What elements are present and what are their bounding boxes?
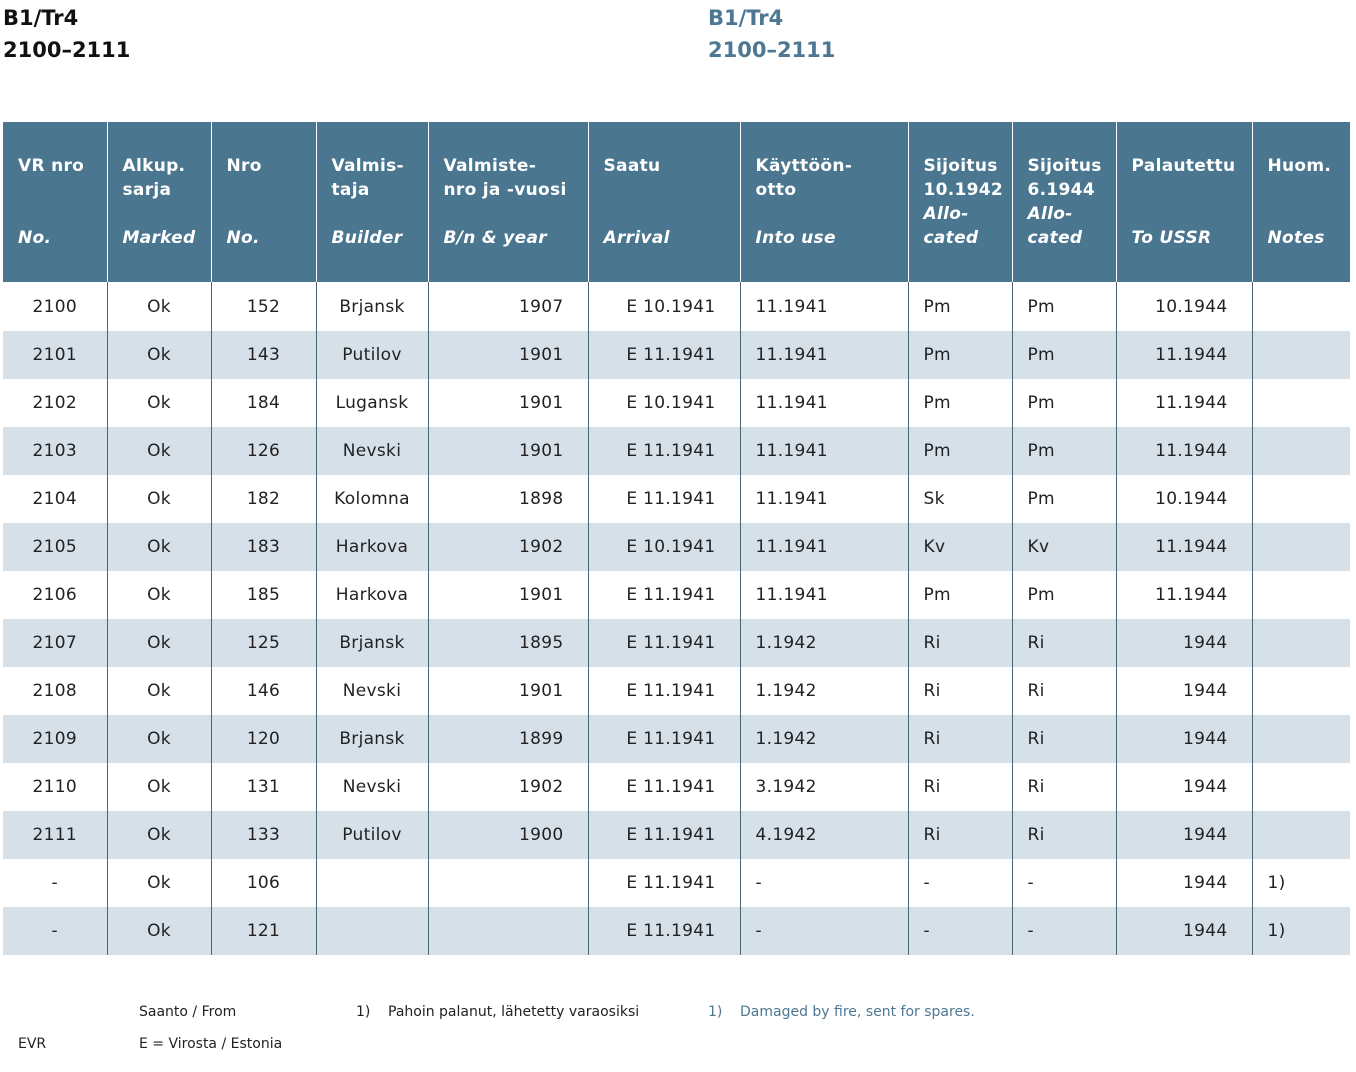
cell-vr-no: - <box>3 907 107 955</box>
note-number: 1) <box>356 1004 371 1020</box>
table-row <box>3 859 1350 907</box>
header-alloc-1942 <box>908 122 1012 282</box>
header-label-finnish <box>756 154 853 202</box>
header-label-finnish <box>332 154 404 202</box>
table-body <box>3 282 1350 955</box>
header-vr-no <box>3 122 107 282</box>
cell-no: 125 <box>211 619 316 667</box>
footer-source-label: Saanto / From <box>139 1004 237 1020</box>
cell-builder: Putilov <box>316 331 428 379</box>
title-range: 2100–2111 <box>3 38 131 62</box>
cell-marked: Ok <box>107 619 211 667</box>
cell-bn-year: 1900 <box>428 811 588 859</box>
table-row <box>3 763 1350 811</box>
cell-arrival: E 10.1941 <box>588 523 740 571</box>
table-row <box>3 811 1350 859</box>
cell-arrival: E 11.1941 <box>588 907 740 955</box>
cell-alloc-1942: Pm <box>908 571 1012 619</box>
header-text: cated <box>1027 228 1083 248</box>
cell-vr-no: 2105 <box>3 523 107 571</box>
cell-builder: Nevski <box>316 427 428 475</box>
cell-notes <box>1252 282 1350 331</box>
note-number: 1) <box>708 1004 723 1020</box>
cell-marked: Ok <box>107 811 211 859</box>
cell-bn-year <box>428 859 588 907</box>
cell-to-ussr: 11.1944 <box>1116 571 1252 619</box>
cell-builder: Brjansk <box>316 619 428 667</box>
cell-vr-no: 2104 <box>32 489 77 509</box>
cell-alloc-1942: Pm <box>908 331 1012 379</box>
cell-builder: Kolomna <box>316 475 428 523</box>
header-text: 10.1942 <box>923 180 1004 200</box>
cell-no: 133 <box>211 811 316 859</box>
header-text: Nro <box>226 156 262 176</box>
cell-arrival: E 10.1941 <box>588 282 740 331</box>
cell-to-ussr: 10.1944 <box>1116 282 1252 331</box>
cell-bn-year: 1901 <box>428 667 588 715</box>
cell-vr-no: 2111 <box>3 811 107 859</box>
header-builder <box>316 122 428 282</box>
cell-bn-year: 1901 <box>428 379 588 427</box>
cell-bn-year: 1907 <box>428 282 588 331</box>
cell-builder <box>316 907 428 955</box>
cell-no: 146 <box>211 667 316 715</box>
cell-builder: Nevski <box>316 667 428 715</box>
header-label-finnish <box>123 154 186 202</box>
cell-alloc-1944: Pm <box>1012 571 1116 619</box>
cell-into-use: 1.1942 <box>740 667 908 715</box>
cell-alloc-1942: Pm <box>908 282 1012 331</box>
cell-bn-year: 1901 <box>428 427 588 475</box>
cell-bn-year: 1902 <box>428 523 588 571</box>
note-text: Pahoin palanut, lähetetty varaosiksi <box>388 1004 640 1020</box>
cell-bn-year: 1895 <box>428 619 588 667</box>
header-text: VR nro <box>18 156 85 176</box>
header-label-english <box>227 226 260 250</box>
header-label-english <box>1132 226 1212 250</box>
cell-no: 126 <box>211 427 316 475</box>
header-text: Builder <box>331 228 403 248</box>
cell-vr-no: 2103 <box>3 427 107 475</box>
cell-arrival: E 11.1941 <box>588 859 740 907</box>
header-text: B/n & year <box>443 228 547 248</box>
cell-vr-no: 2109 <box>3 715 107 763</box>
header-text: Palautettu <box>1131 156 1236 176</box>
header-label-finnish <box>1028 154 1102 202</box>
cell-alloc-1942: - <box>908 859 1012 907</box>
cell-arrival: E 11.1941 <box>588 715 740 763</box>
cell-into-use: 3.1942 <box>740 763 908 811</box>
cell-into-use: 11.1941 <box>740 379 908 427</box>
cell-bn-year: 1901 <box>428 331 588 379</box>
cell-marked: Ok <box>107 523 211 571</box>
cell-to-ussr: 1944 <box>1116 811 1252 859</box>
cell-notes <box>1252 427 1350 475</box>
header-label-finnish <box>227 154 262 178</box>
title-series: B1/Tr4 <box>708 6 784 30</box>
header-text: Sijoitus <box>923 156 998 176</box>
cell-builder: Brjansk <box>316 282 428 331</box>
cell-notes: 1) <box>1252 907 1350 955</box>
header-label-finnish <box>18 154 84 178</box>
cell-vr-no: - <box>51 873 58 893</box>
table-row <box>3 282 1350 331</box>
cell-alloc-1942: - <box>908 907 1012 955</box>
header-text: 6.1944 <box>1027 180 1095 200</box>
cell-alloc-1944: - <box>1012 907 1116 955</box>
header-label-english <box>756 226 836 250</box>
footer-source-value: E = Virosta / Estonia <box>139 1036 283 1052</box>
table-row <box>3 331 1350 379</box>
cell-into-use: 11.1941 <box>740 282 908 331</box>
cell-builder: Lugansk <box>316 379 428 427</box>
header-label-english <box>18 226 51 250</box>
cell-notes <box>1252 475 1350 523</box>
cell-into-use: 4.1942 <box>740 811 908 859</box>
cell-builder: Brjansk <box>316 715 428 763</box>
cell-arrival: E 11.1941 <box>588 475 740 523</box>
footer-note-english <box>708 1004 975 1020</box>
cell-to-ussr: 1944 <box>1116 667 1252 715</box>
table-row <box>3 475 1350 523</box>
cell-to-ussr: 1944 <box>1116 619 1252 667</box>
header-arrival <box>588 122 740 282</box>
note-text: Damaged by fire, sent for spares. <box>740 1004 975 1020</box>
header-text: Marked <box>122 228 196 248</box>
cell-to-ussr: 1944 <box>1116 715 1252 763</box>
cell-notes <box>1252 811 1350 859</box>
cell-into-use: 11.1941 <box>740 523 908 571</box>
cell-notes <box>1252 331 1350 379</box>
header-label-english <box>1268 226 1325 250</box>
cell-marked: Ok <box>107 907 211 955</box>
cell-alloc-1942: Pm <box>908 379 1012 427</box>
cell-arrival: E 11.1941 <box>588 571 740 619</box>
cell-bn-year: 1899 <box>428 715 588 763</box>
cell-no: 183 <box>211 523 316 571</box>
cell-notes <box>1252 571 1350 619</box>
table-row <box>3 907 1350 955</box>
cell-to-ussr: 1944 <box>1116 859 1252 907</box>
cell-into-use: 1.1942 <box>740 619 908 667</box>
cell-to-ussr: 11.1944 <box>1116 379 1252 427</box>
cell-marked: Ok <box>107 475 211 523</box>
cell-bn-year: 1898 <box>428 475 588 523</box>
header-text: Notes <box>1267 228 1325 248</box>
header-label-english <box>1028 202 1083 250</box>
header-text: Allo- <box>1027 204 1073 224</box>
cell-to-ussr: 11.1944 <box>1116 427 1252 475</box>
header-bn-year <box>428 122 588 282</box>
title-range: 2100–2111 <box>708 38 836 62</box>
cell-no: 184 <box>211 379 316 427</box>
cell-marked: Ok <box>107 715 211 763</box>
cell-to-ussr: 1944 <box>1116 907 1252 955</box>
cell-into-use: 11.1941 <box>740 331 908 379</box>
header-label-english <box>604 226 670 250</box>
header-notes <box>1252 122 1350 282</box>
cell-vr-no: 2101 <box>3 331 107 379</box>
header-text: sarja <box>122 180 172 200</box>
cell-alloc-1944: - <box>1012 859 1116 907</box>
header-to-ussr <box>1116 122 1252 282</box>
header-label-finnish <box>1132 154 1236 178</box>
header-alloc-1944 <box>1012 122 1116 282</box>
cell-into-use: - <box>740 907 908 955</box>
header-text: Huom. <box>1267 156 1332 176</box>
table-row <box>3 379 1350 427</box>
cell-vr-no: 2102 <box>32 393 77 413</box>
cell-vr-no: 2100 <box>32 296 77 317</box>
page-title-english <box>708 2 835 66</box>
cell-marked: Ok <box>107 379 211 427</box>
header-label-english <box>332 226 403 250</box>
cell-alloc-1942: Ri <box>908 667 1012 715</box>
cell-notes <box>1252 667 1350 715</box>
cell-arrival: E 11.1941 <box>588 811 740 859</box>
cell-no: 120 <box>211 715 316 763</box>
cell-into-use: 11.1941 <box>740 427 908 475</box>
cell-builder: Harkova <box>316 571 428 619</box>
header-text: nro ja -vuosi <box>443 180 567 200</box>
cell-vr-no: 2108 <box>32 681 77 701</box>
cell-marked: Ok <box>107 571 211 619</box>
header-into-use <box>740 122 908 282</box>
table-header-row <box>3 122 1350 282</box>
cell-into-use: 11.1941 <box>740 571 908 619</box>
cell-notes <box>1252 715 1350 763</box>
cell-builder: Harkova <box>316 523 428 571</box>
cell-alloc-1942: Sk <box>908 475 1012 523</box>
header-label-english <box>123 226 196 250</box>
footer-evr-label: EVR <box>18 1036 47 1052</box>
cell-no: 182 <box>211 475 316 523</box>
cell-alloc-1944: Pm <box>1012 331 1116 379</box>
header-label-english <box>924 202 979 250</box>
cell-builder <box>316 859 428 907</box>
cell-arrival: E 11.1941 <box>588 331 740 379</box>
cell-to-ussr: 10.1944 <box>1116 475 1252 523</box>
cell-arrival: E 11.1941 <box>588 763 740 811</box>
header-label-english <box>444 226 547 250</box>
cell-notes <box>1252 619 1350 667</box>
header-text: Into use <box>755 228 836 248</box>
header-text: To USSR <box>1131 228 1212 248</box>
cell-alloc-1944: Pm <box>1012 379 1116 427</box>
cell-arrival: E 10.1941 <box>588 379 740 427</box>
cell-into-use: 1.1942 <box>740 715 908 763</box>
cell-marked: Ok <box>107 667 211 715</box>
cell-bn-year: 1902 <box>428 763 588 811</box>
cell-into-use: - <box>740 859 908 907</box>
cell-no: 106 <box>211 859 316 907</box>
header-text: otto <box>755 180 797 200</box>
cell-alloc-1944: Ri <box>1012 763 1116 811</box>
header-marked <box>107 122 211 282</box>
cell-to-ussr: 11.1944 <box>1116 331 1252 379</box>
cell-to-ussr: 11.1944 <box>1116 523 1252 571</box>
cell-alloc-1944: Kv <box>1012 523 1116 571</box>
cell-arrival: E 11.1941 <box>588 619 740 667</box>
header-no <box>211 122 316 282</box>
header-text: Allo- <box>923 204 969 224</box>
cell-vr-no: 2106 <box>32 585 77 605</box>
table-row <box>3 715 1350 763</box>
cell-builder: Nevski <box>316 763 428 811</box>
cell-alloc-1942: Pm <box>908 427 1012 475</box>
table-row <box>3 427 1350 475</box>
cell-alloc-1944: Pm <box>1012 475 1116 523</box>
cell-notes <box>1252 523 1350 571</box>
cell-alloc-1944: Ri <box>1012 667 1116 715</box>
cell-no: 185 <box>211 571 316 619</box>
cell-marked: Ok <box>107 763 211 811</box>
cell-vr-no: 2107 <box>3 619 107 667</box>
header-text: Arrival <box>603 228 670 248</box>
header-text: taja <box>331 180 370 200</box>
cell-alloc-1944: Pm <box>1012 282 1116 331</box>
cell-no: 152 <box>211 282 316 331</box>
table-row <box>3 571 1350 619</box>
header-text: No. <box>226 228 260 248</box>
cell-marked: Ok <box>107 859 211 907</box>
cell-arrival: E 11.1941 <box>588 427 740 475</box>
header-label-finnish <box>1268 154 1332 178</box>
cell-no: 131 <box>211 763 316 811</box>
cell-alloc-1944: Ri <box>1012 811 1116 859</box>
table-row <box>3 523 1350 571</box>
header-text: Saatu <box>603 156 661 176</box>
header-text: Käyttöön- <box>755 156 853 176</box>
cell-no: 143 <box>211 331 316 379</box>
table-row <box>3 619 1350 667</box>
header-label-finnish <box>604 154 661 178</box>
header-label-finnish <box>444 154 567 202</box>
cell-alloc-1942: Ri <box>908 715 1012 763</box>
cell-marked: Ok <box>107 331 211 379</box>
cell-alloc-1942: Kv <box>908 523 1012 571</box>
cell-builder: Putilov <box>316 811 428 859</box>
cell-alloc-1942: Ri <box>908 811 1012 859</box>
cell-marked: Ok <box>107 427 211 475</box>
footer-note-finnish <box>356 1004 639 1020</box>
locomotive-table <box>3 122 1350 955</box>
header-text: No. <box>18 228 52 248</box>
cell-notes <box>1252 763 1350 811</box>
cell-vr-no: 2110 <box>32 777 77 797</box>
header-label-finnish <box>924 154 1004 202</box>
cell-to-ussr: 1944 <box>1116 763 1252 811</box>
page-title-finnish <box>3 2 130 66</box>
header-text: cated <box>923 228 979 248</box>
cell-alloc-1942: Ri <box>908 619 1012 667</box>
table-row <box>3 667 1350 715</box>
cell-marked: Ok <box>107 282 211 331</box>
cell-notes <box>1252 379 1350 427</box>
cell-notes: 1) <box>1252 859 1350 907</box>
header-text: Sijoitus <box>1027 156 1102 176</box>
cell-arrival: E 11.1941 <box>588 667 740 715</box>
cell-bn-year <box>428 907 588 955</box>
cell-alloc-1942: Ri <box>908 763 1012 811</box>
cell-alloc-1944: Ri <box>1012 619 1116 667</box>
cell-alloc-1944: Pm <box>1012 427 1116 475</box>
header-text: Alkup. <box>122 156 186 176</box>
header-text: Valmis- <box>331 156 404 176</box>
cell-into-use: 11.1941 <box>740 475 908 523</box>
cell-bn-year: 1901 <box>428 571 588 619</box>
cell-no: 121 <box>211 907 316 955</box>
header-text: Valmiste- <box>443 156 537 176</box>
title-series: B1/Tr4 <box>3 6 79 30</box>
cell-alloc-1944: Ri <box>1012 715 1116 763</box>
